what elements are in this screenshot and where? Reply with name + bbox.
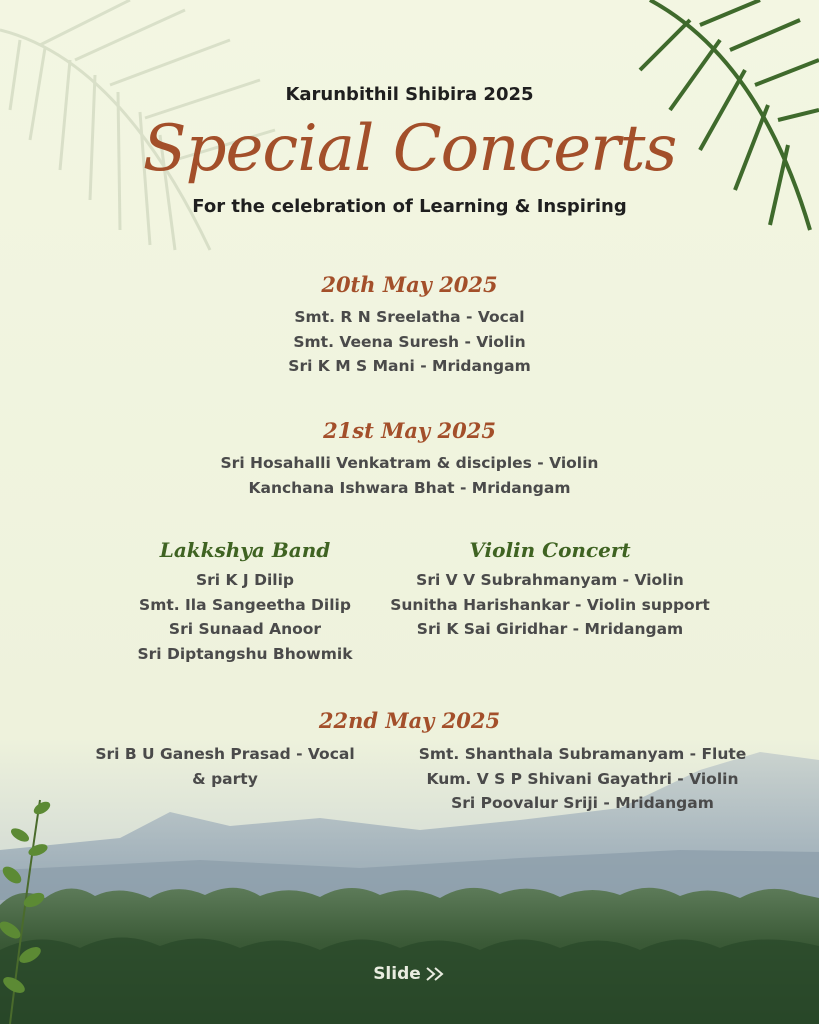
- performer-line: Smt. Veena Suresh - Violin: [293, 332, 526, 351]
- violin-concert-section: [385, 538, 715, 642]
- member-line: Sri Diptangshu Bhowmik: [137, 644, 353, 663]
- member-line: Smt. Ila Sangeetha Dilip: [139, 595, 351, 614]
- member-line: Sri K Sai Giridhar - Mridangam: [416, 620, 684, 638]
- day-21-date: 21st May 2025: [323, 418, 496, 443]
- day-21-section: [0, 418, 819, 500]
- performer-line: Smt. R N Sreelatha - Vocal: [294, 308, 525, 326]
- slide-label: Slide: [373, 964, 421, 984]
- performer-line: Smt. Shanthala Subramanyam - Flute: [418, 745, 747, 763]
- performer-line: Sri B U Ganesh Prasad - Vocal: [95, 745, 355, 763]
- day-22-date: 22nd May 2025: [318, 708, 501, 733]
- event-name: Karunbithil Shibira 2025: [285, 84, 534, 105]
- page-title: Special Concerts: [142, 112, 677, 186]
- performer-line: Kanchana Ishwara Bhat - Mridangam: [248, 478, 571, 497]
- slide-next-button[interactable]: [360, 960, 460, 988]
- performer-line: Kum. V S P Shivani Gayathri - Violin: [426, 769, 739, 788]
- day-22-left-group: [75, 742, 375, 791]
- violin-concert-heading: Violin Concert: [469, 538, 631, 562]
- member-line: Sunitha Harishankar - Violin support: [390, 595, 710, 614]
- member-line: Sri V V Subrahmanyam - Violin: [416, 571, 684, 589]
- day-20-section: [0, 272, 819, 379]
- member-line: Sri Sunaad Anoor: [168, 620, 322, 638]
- member-line: Sri K J Dilip: [196, 571, 294, 589]
- performer-line: Sri K M S Mani - Mridangam: [288, 357, 531, 375]
- day-22-right-group: [405, 742, 760, 816]
- lakkshya-band-heading: Lakkshya Band: [159, 538, 331, 562]
- page-subtitle: For the celebration of Learning & Inspiring: [192, 196, 627, 217]
- day-20-date: 20th May 2025: [321, 272, 498, 297]
- performer-line: & party: [192, 769, 258, 788]
- performer-line: Sri Hosahalli Venkatram & disciples - Violin: [220, 454, 599, 472]
- double-chevron-right-icon: [425, 966, 447, 982]
- lakkshya-band-section: [95, 538, 395, 666]
- performer-line: Sri Poovalur Sriji - Mridangam: [451, 794, 714, 812]
